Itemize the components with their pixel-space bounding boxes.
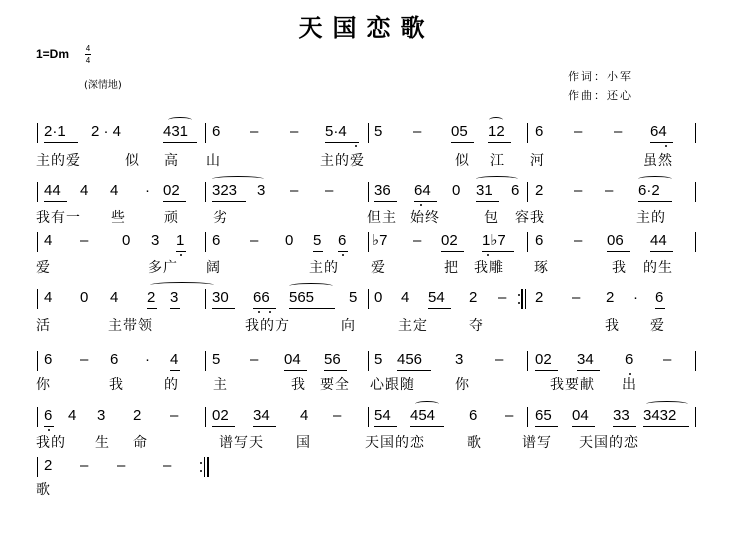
note: 56 (324, 351, 341, 368)
note: 5 (212, 351, 221, 368)
note: 3 (455, 351, 464, 368)
notation-line (0, 288, 733, 312)
note: 44 (650, 232, 667, 249)
lyric: 主的爱 (36, 153, 81, 169)
lyric: 劣 (213, 210, 228, 226)
note: 4 (80, 182, 89, 199)
lyric: 我要献 (550, 377, 595, 393)
note: 6 (338, 232, 347, 249)
note: 4 (110, 182, 119, 199)
note: 2 (147, 289, 156, 306)
note: 4 (170, 351, 179, 368)
note: ♭7 (372, 232, 388, 249)
note: 54 (374, 407, 391, 424)
notation-line (0, 406, 733, 430)
lyric: 的 (164, 377, 179, 393)
note: – (117, 457, 126, 474)
lyric: 把 (444, 260, 459, 276)
note: 5·4 (325, 123, 347, 140)
lyric: 但主 (367, 210, 397, 226)
note: 4 (44, 289, 53, 306)
note: – (572, 289, 581, 306)
note: – (290, 123, 299, 140)
note: 3 (151, 232, 160, 249)
note: – (495, 351, 504, 368)
note: 2 (535, 182, 544, 199)
lyric: 的生 (643, 260, 673, 276)
note: – (574, 232, 583, 249)
note: 2 (606, 289, 615, 306)
lyric: 国 (296, 435, 311, 451)
lyric: 容我 (515, 210, 545, 226)
note: 0 (374, 289, 383, 306)
note: 6 (212, 123, 221, 140)
lyric: 始终 (410, 210, 440, 226)
lyric: 夺 (469, 318, 484, 334)
lyrics-line (0, 434, 733, 454)
note: – (80, 457, 89, 474)
note: 65 (535, 407, 552, 424)
note: – (290, 182, 299, 199)
note: – (505, 407, 514, 424)
lyric: 包 (484, 210, 499, 226)
lyric: 你 (455, 377, 470, 393)
note: 6 (469, 407, 478, 424)
note: 64 (650, 123, 667, 140)
lyric: 主的爱 (320, 153, 365, 169)
lyric: 些 (111, 210, 126, 226)
note: 5 (313, 232, 322, 249)
expression-marking: (深情地) (84, 80, 122, 91)
note: · (145, 182, 150, 199)
note: – (574, 123, 583, 140)
note: 0 (80, 289, 89, 306)
lyrics-line (0, 152, 733, 172)
note: 02 (441, 232, 458, 249)
note: 2 (469, 289, 478, 306)
note: 6 (535, 123, 544, 140)
song-title: 天国恋歌 (298, 13, 435, 42)
lyric: 我 (109, 377, 124, 393)
note: 5 (349, 289, 358, 306)
lyric: 江 (490, 153, 505, 169)
note: 3 (170, 289, 179, 306)
note: 2 (133, 407, 142, 424)
note: – (614, 123, 623, 140)
note: 6 (535, 232, 544, 249)
lyric: 主的 (636, 210, 666, 226)
lyric: 歌 (36, 482, 51, 498)
note: · (633, 289, 638, 306)
lyricist-credit: 作词：小军 (568, 70, 633, 83)
note: 4 (68, 407, 77, 424)
note: 02 (212, 407, 229, 424)
lyrics-line (0, 259, 733, 279)
note: 454 (410, 407, 436, 424)
note: – (574, 182, 583, 199)
lyric: 顽 (164, 210, 179, 226)
lyric: 主定 (398, 318, 428, 334)
note: 6 (655, 289, 664, 306)
lyric: 河 (530, 153, 545, 169)
note: 34 (577, 351, 594, 368)
note: 30 (212, 289, 229, 306)
lyrics-line (0, 317, 733, 337)
note: 3432 (643, 407, 677, 424)
note: 6 (44, 407, 53, 424)
lyric: 活 (36, 318, 51, 334)
note: 36 (374, 182, 391, 199)
key-signature: 1=Dm (36, 47, 70, 61)
lyric: 生 (95, 435, 110, 451)
note: 0 (122, 232, 131, 249)
note: – (250, 123, 259, 140)
lyric: 主 (213, 377, 228, 393)
note: 5 (374, 123, 383, 140)
note: 2 (535, 289, 544, 306)
lyric: 谱写天 (219, 435, 264, 451)
note: – (163, 457, 172, 474)
lyric: 爱 (650, 318, 665, 334)
lyric: 谱写 (522, 435, 552, 451)
note: 3 (257, 182, 266, 199)
note: 12 (488, 123, 505, 140)
lyrics-line (0, 376, 733, 396)
note: – (413, 123, 422, 140)
lyric: 天国的恋 (365, 435, 425, 451)
note: – (250, 232, 259, 249)
notation-line (0, 181, 733, 205)
lyric: 要全 (320, 377, 350, 393)
note: 05 (451, 123, 468, 140)
note: 2 · 4 (91, 123, 122, 140)
notation-line (0, 122, 733, 146)
note: – (498, 289, 507, 306)
lyric: 我的 (36, 435, 66, 451)
note: 02 (535, 351, 552, 368)
note: 0 (285, 232, 294, 249)
note: – (333, 407, 342, 424)
note: 323 (212, 182, 238, 199)
lyric: 我有一 (36, 210, 81, 226)
lyric: 天国的恋 (579, 435, 639, 451)
note: 6 (511, 182, 520, 199)
lyric: 我的方 (245, 318, 290, 334)
note: 2 (44, 457, 53, 474)
lyric: 虽然 (643, 153, 673, 169)
note: – (325, 182, 334, 199)
note: 431 (163, 123, 189, 140)
lyric: 爱 (36, 260, 51, 276)
note: 4 (300, 407, 309, 424)
lyrics-line (0, 481, 733, 501)
note: 64 (414, 182, 431, 199)
note: 4 (401, 289, 410, 306)
note: 1♭7 (482, 232, 506, 249)
note: 2·1 (44, 123, 66, 140)
note: – (605, 182, 614, 199)
note: 04 (572, 407, 589, 424)
note: 54 (428, 289, 445, 306)
meter-bottom: 4 (85, 56, 91, 65)
lyric: 主带领 (108, 318, 153, 334)
note: 565 (289, 289, 315, 306)
lyric: 主的 (309, 260, 339, 276)
note: 456 (397, 351, 423, 368)
note: 66 (253, 289, 270, 306)
note: 34 (253, 407, 270, 424)
note: 6 (44, 351, 53, 368)
note: 04 (284, 351, 301, 368)
note: 31 (476, 182, 493, 199)
note: 02 (163, 182, 180, 199)
time-signature (84, 44, 92, 65)
lyric: 歌 (467, 435, 482, 451)
note: – (80, 351, 89, 368)
note: – (413, 232, 422, 249)
note: – (170, 407, 179, 424)
note: 1 (176, 232, 185, 249)
lyric: 山 (206, 153, 221, 169)
notation-line (0, 350, 733, 374)
lyric: 似 (125, 153, 140, 169)
note: 0 (452, 182, 461, 199)
composer-credit: 作曲：还心 (568, 89, 633, 102)
note: 6 (625, 351, 634, 368)
lyric: 琢 (534, 260, 549, 276)
lyric: 我 (612, 260, 627, 276)
note: 5 (374, 351, 383, 368)
note: 4 (44, 232, 53, 249)
lyric: 爱 (371, 260, 386, 276)
note: – (250, 351, 259, 368)
note: 3 (97, 407, 106, 424)
lyric: 向 (341, 318, 356, 334)
lyric: 我 (605, 318, 620, 334)
note: · (145, 351, 150, 368)
lyric: 我 (291, 377, 306, 393)
note: – (663, 351, 672, 368)
note: 6·2 (638, 182, 660, 199)
note: 33 (613, 407, 630, 424)
lyric: 你 (36, 377, 51, 393)
lyric: 出 (622, 377, 637, 393)
meter-top: 4 (85, 44, 91, 53)
lyric: 心跟随 (370, 377, 415, 393)
lyric: 多广 (148, 260, 178, 276)
note: 44 (44, 182, 61, 199)
notation-line (0, 456, 733, 480)
note: 06 (607, 232, 624, 249)
note: 6 (212, 232, 221, 249)
lyric: 高 (164, 153, 179, 169)
note: 6 (110, 351, 119, 368)
lyrics-line (0, 209, 733, 229)
lyric: 我雕 (474, 260, 504, 276)
note: – (80, 232, 89, 249)
notation-line (0, 231, 733, 255)
note: 4 (110, 289, 119, 306)
lyric: 似 (455, 153, 470, 169)
lyric: 阔 (206, 260, 221, 276)
lyric: 命 (133, 435, 148, 451)
